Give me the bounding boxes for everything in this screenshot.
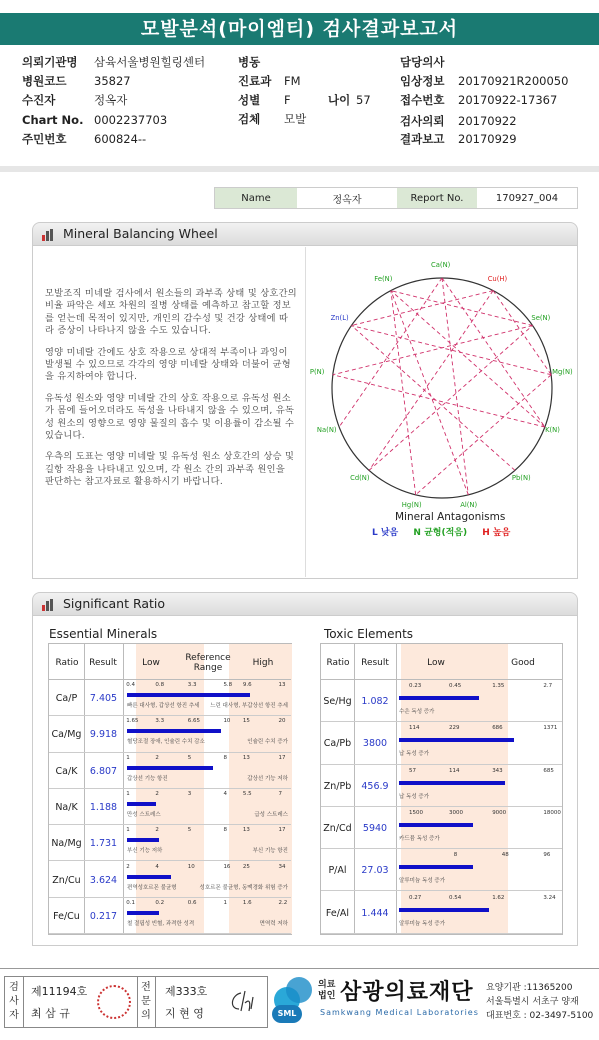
- tick-label: 16: [223, 863, 231, 870]
- tick-label: 4: [223, 790, 227, 797]
- note-high: 성호르몬 불균형, 동맥경화 위험 증가: [199, 884, 288, 891]
- clinical-value: 20170921R200050: [458, 74, 569, 88]
- ratio-name: Na/Mg: [51, 838, 82, 850]
- request-value: 20170922: [458, 114, 517, 128]
- tick-label: 0.1: [126, 899, 135, 906]
- ratio-bar: [399, 738, 514, 742]
- tick-label: 20: [278, 718, 286, 725]
- tester-no: 제11194호: [31, 985, 88, 998]
- ratio-row: [321, 680, 562, 722]
- ratio-row: [49, 825, 291, 861]
- request-label: 검사의뢰: [400, 114, 445, 128]
- tick-label: 1: [126, 754, 130, 761]
- mbw-description: [45, 288, 297, 498]
- ratio-bar: [127, 802, 156, 806]
- section-divider: [0, 166, 599, 172]
- tick-label: 5: [187, 827, 192, 834]
- mineral-wheel: [306, 255, 579, 525]
- ratio-bar: [127, 729, 221, 733]
- receipt-value: 20170922-17367: [458, 93, 558, 107]
- ratio-result: 3800: [362, 738, 388, 750]
- ratio-row: [321, 765, 562, 807]
- age-value: 57: [356, 93, 371, 107]
- name-label: Name: [215, 188, 297, 208]
- footer-divider: [0, 968, 599, 969]
- tick-label: 3.24: [543, 894, 556, 901]
- chart-icon: [42, 229, 56, 241]
- tick-label: 13: [278, 682, 286, 688]
- hdr-result: Result: [361, 658, 389, 668]
- note-low: 알루미늄 독성 증가: [399, 920, 446, 927]
- ratio-row: [49, 753, 291, 789]
- ratio-row: [49, 898, 291, 934]
- note-high: 느린 대사형, 부갑상선 항진 추세: [210, 703, 288, 709]
- tester-label: 검사자: [9, 982, 19, 1021]
- legend-high: H 높음: [482, 528, 511, 538]
- hdr-ratio: Ratio: [55, 658, 79, 668]
- report-title: 모발분석(마이엠티) 검사결과보고서: [0, 13, 599, 45]
- sig-heading-text: Significant Ratio: [63, 596, 166, 611]
- ratio-bar: [399, 908, 489, 912]
- dept-value: FM: [284, 74, 301, 88]
- ratio-name: Fe/Cu: [53, 910, 80, 922]
- wheel-element-label: Cd(N): [350, 474, 370, 483]
- ratio-result: 1.188: [89, 801, 118, 813]
- ratio-row: [49, 716, 291, 752]
- tick-label: 0.4: [126, 682, 135, 688]
- hdr-reference: Reference Range: [185, 653, 231, 673]
- ratio-bar: [127, 838, 159, 842]
- sex-label: 성별: [238, 93, 261, 107]
- tick-label: 1.6: [242, 899, 252, 906]
- tick-label: 2.7: [543, 683, 553, 689]
- note-low: 알루미늄 독성 증가: [399, 878, 446, 885]
- note-low: 빠른 대사형, 갑상선 항진 추세: [127, 703, 200, 709]
- note-high: 면역력 저하: [259, 920, 288, 927]
- receipt-label: 접수번호: [400, 93, 445, 107]
- ratio-result: 1.082: [361, 696, 389, 707]
- tick-label: 9.6: [242, 682, 252, 688]
- ratio-bar: [127, 766, 213, 770]
- tick-label: 5: [187, 754, 192, 761]
- mbw-paragraph: 유독성 원소와 영양 미네랄 간의 상호 작용으로 유독성 원소가 몸에 들어오더라도 독성을 나타내지 않을 수 있으며, 유독성 원소의 영향으로 영양 물질의 흡수 및 이용률이 감소될 수 있습니다.: [45, 392, 295, 442]
- tick-label: 3000: [449, 809, 463, 816]
- tick-label: 10: [187, 863, 195, 870]
- resident-value: 600824--: [94, 132, 147, 146]
- ratio-bar: [127, 875, 171, 879]
- logo-text: SML: [272, 1005, 302, 1023]
- tester-name: 최 삼 규: [31, 1007, 70, 1020]
- tick-label: 343: [492, 767, 503, 774]
- ratio-name: Ca/Pb: [323, 738, 352, 750]
- tick-label: 34: [278, 863, 286, 870]
- ratio-bar: [127, 693, 250, 697]
- wheel-element-label: Ca(N): [431, 261, 451, 269]
- org-english: Samkwang Medical Laboratories: [320, 1008, 479, 1017]
- org-name: 삼광의료재단: [340, 980, 474, 1005]
- tick-label: 685: [543, 767, 554, 774]
- ratio-result: 456.9: [361, 780, 389, 792]
- antagonism-line: [391, 291, 468, 495]
- ratio-name: Zn/Pb: [323, 780, 352, 792]
- antagonism-line: [369, 291, 493, 471]
- wheel-element-label: Na(N): [316, 426, 337, 435]
- clinical-label: 임상정보: [400, 74, 445, 88]
- tick-label: 0.27: [409, 894, 422, 901]
- ratio-row: [321, 722, 562, 764]
- legend-normal: N 균형(적음): [413, 528, 468, 538]
- chart-label: Chart No.: [22, 113, 84, 127]
- note-low: 갑상선 기능 항진: [127, 775, 168, 782]
- hdr-low: Low: [142, 658, 160, 668]
- tick-label: 25: [242, 863, 250, 870]
- legend-low: L 낮음: [372, 528, 399, 538]
- tick-label: 2: [155, 790, 159, 797]
- tick-label: 0.54: [449, 894, 462, 901]
- ratio-result: 0.217: [89, 910, 118, 922]
- tick-label: 5.8: [223, 682, 233, 688]
- antagonism-line: [391, 291, 545, 427]
- ratio-bar: [399, 781, 505, 785]
- antagonism-line: [351, 291, 493, 326]
- tick-label: 1.65: [126, 718, 139, 725]
- wheel-element-label: Cu(H): [487, 274, 508, 283]
- note-high: 인슐린 수치 증가: [247, 739, 288, 746]
- mbw-paragraph: 모발조직 미네랄 검사에서 원소들의 과부족 상태 및 상호간의 비율 파악은 세포 차원의 질병 상태를 예측하고 참고할 정보를 얻는데 목적이 있지만, 개인의 감수성 및 건강 상태에 따라 증상이 나타나지 않을 수도 있습니다.: [45, 288, 297, 337]
- tick-label: 10: [223, 718, 231, 725]
- ward-label: 병동: [238, 55, 261, 69]
- note-low: 혈당조절 장애, 인슐린 수치 감소: [127, 739, 205, 746]
- tick-label: 13: [242, 754, 250, 761]
- ratio-result: 27.03: [361, 865, 389, 877]
- ratio-bar: [127, 911, 159, 915]
- org-address: 서울특별시 서초구 양재: [486, 997, 579, 1007]
- antagonism-line: [391, 291, 533, 326]
- note-low: 수은 독성 증가: [399, 709, 435, 715]
- specimen-label: 검체: [238, 112, 261, 126]
- specialist-label: 전문의: [141, 982, 151, 1021]
- tick-label: 1500: [409, 809, 423, 816]
- antagonism-line: [351, 326, 514, 471]
- ratio-bar: [399, 696, 479, 700]
- ratio-row: [321, 892, 562, 934]
- report-no-value: 170927_004: [495, 192, 559, 204]
- note-low: 철 결핍성 빈혈, 과격한 성격: [127, 920, 195, 927]
- tick-label: 5.5: [242, 790, 252, 797]
- tick-label: 3: [187, 790, 192, 797]
- tick-label: 6.65: [187, 718, 201, 725]
- mbw-paragraph: 영양 미네랄 간에도 상호 작용으로 상대적 부족이나 과잉이 발생될 수 있으므로 각각의 영양 미네랄 상태와 더불어 균형을 유지하여야 합니다.: [45, 346, 291, 383]
- ratio-name: Fe/Al: [325, 907, 350, 919]
- antagonism-line: [333, 375, 545, 427]
- ratio-name: Na/K: [55, 801, 78, 813]
- note-low: 만성 스트레스: [127, 811, 161, 818]
- name-value: 정옥자: [332, 194, 362, 206]
- tick-label: 0.23: [409, 683, 422, 689]
- sml-logo: [272, 975, 314, 1027]
- note-low: 납 독성 증가: [399, 751, 430, 758]
- ratio-name: P/Al: [328, 865, 347, 877]
- hdr-low: Low: [427, 658, 445, 668]
- tick-label: 57: [409, 767, 416, 774]
- doctor-label: 담당의사: [400, 55, 445, 69]
- tick-label: 686: [492, 725, 503, 732]
- name-box: [214, 187, 578, 209]
- signature-box: [4, 976, 268, 1028]
- ratio-name: Se/Hg: [323, 696, 352, 707]
- seal-icon: [97, 985, 131, 1019]
- dept-label: 진료과: [238, 74, 272, 88]
- hospital-code-value: 35827: [94, 74, 131, 88]
- resident-label: 주민번호: [22, 132, 67, 146]
- tick-label: 3.3: [187, 682, 197, 688]
- tick-label: 0.6: [187, 899, 197, 906]
- ratio-row: [49, 789, 291, 825]
- institution-value: 삼육서울병원힐링센터: [94, 55, 206, 69]
- chart-icon: [42, 599, 56, 611]
- wheel-element-label: Pb(N): [511, 474, 531, 483]
- tick-label: 114: [449, 767, 460, 774]
- mbw-heading: [32, 222, 578, 246]
- mbw-paragraph: 우측의 도표는 영양 미네랄 및 유독성 원소 상호간의 상승 및 길항 작용을 나타내고 있으며, 각 원소 간의 과부족 원인을 판단하는 참고자료로 활용하시기 바랍니다.: [45, 451, 295, 488]
- tick-label: 15: [242, 718, 250, 725]
- ratio-row: [49, 680, 291, 716]
- tick-label: 18000: [543, 809, 561, 816]
- tick-label: 1: [126, 790, 130, 797]
- ratio-result: 1.731: [89, 838, 118, 850]
- tick-label: 96: [543, 852, 551, 859]
- tick-label: 0.45: [449, 683, 462, 689]
- note-low: 납 독성 증가: [399, 793, 430, 800]
- ratio-result: 3.624: [89, 874, 118, 886]
- ratio-name: Zn/Cd: [323, 822, 352, 834]
- essential-table: [48, 643, 292, 935]
- tick-label: 2.2: [278, 899, 288, 906]
- antagonism-legend: [372, 525, 510, 538]
- tick-label: 48: [501, 852, 509, 859]
- antagonism-line: [339, 278, 442, 427]
- hdr-good: Good: [511, 658, 535, 668]
- ratio-row: [49, 862, 291, 898]
- table-header: [49, 644, 291, 680]
- specimen-value: 모발: [284, 112, 307, 126]
- report-no-label: Report No.: [397, 188, 477, 208]
- ratio-result: 6.807: [89, 765, 118, 777]
- age-label: 나이: [328, 93, 351, 107]
- tick-label: 1.62: [492, 894, 505, 901]
- note-low: 부신 기능 저하: [127, 848, 163, 855]
- wheel-element-label: Fe(N): [374, 274, 393, 283]
- tick-label: 2: [155, 754, 159, 761]
- report-date-label: 결과보고: [400, 132, 445, 146]
- tick-label: 0.2: [155, 899, 165, 906]
- report-date-value: 20170929: [458, 132, 517, 146]
- ratio-name: Ca/Mg: [51, 729, 82, 741]
- hospital-code-label: 병원코드: [22, 74, 67, 88]
- note-low: 편역성호르몬 불균형: [127, 884, 177, 891]
- ratio-result: 9.918: [89, 729, 118, 741]
- tick-label: 8: [223, 827, 227, 834]
- note-high: 급성 스트레스: [254, 811, 288, 818]
- tick-label: 1.35: [492, 683, 505, 689]
- specialist-name: 지 현 영: [165, 1007, 204, 1020]
- table-header: [321, 644, 562, 680]
- sig-heading: [32, 592, 578, 616]
- ratio-bar: [399, 823, 473, 827]
- toxic-title: Toxic Elements: [324, 627, 414, 641]
- essential-title: Essential Minerals: [49, 627, 158, 641]
- institution-label: 의뢰기관명: [22, 55, 78, 69]
- tick-label: 114: [409, 725, 420, 732]
- wheel-element-label: Al(N): [460, 501, 478, 510]
- note-high: 갑상선 기능 저하: [247, 775, 288, 782]
- hdr-ratio: Ratio: [326, 658, 350, 668]
- note-low: 카드뮴 독성 증가: [399, 835, 440, 842]
- ratio-result: 5940: [362, 822, 388, 834]
- wheel-element-label: Se(N): [531, 313, 551, 322]
- tick-label: 1371: [543, 725, 558, 732]
- antagonism-title: Mineral Antagonisms: [395, 511, 506, 523]
- tick-label: 7: [278, 790, 283, 797]
- ratio-result: 1.444: [361, 907, 389, 919]
- ratio-name: Ca/K: [55, 765, 78, 777]
- wheel-element-label: Hg(N): [401, 501, 422, 510]
- tick-label: 8: [223, 754, 227, 761]
- tick-label: 8: [453, 852, 458, 859]
- hdr-result: Result: [89, 658, 117, 668]
- tick-label: 0.8: [155, 682, 165, 688]
- tick-label: 4: [155, 863, 159, 870]
- antagonism-line: [333, 326, 533, 375]
- patient-value: 정옥자: [94, 93, 128, 107]
- sex-value: F: [284, 93, 291, 107]
- note-high: 부신 기능 항진: [252, 848, 288, 855]
- ratio-row: [321, 849, 562, 891]
- ratio-result: 7.405: [89, 693, 118, 704]
- signature-icon: [227, 989, 263, 1015]
- ratio-name: Zn/Cu: [52, 874, 81, 886]
- tick-label: 3.3: [155, 718, 165, 725]
- org-phone: 대표번호 : 02-3497-5100: [486, 1011, 594, 1021]
- ratio-bar: [399, 865, 473, 869]
- tick-label: 17: [278, 754, 286, 761]
- tick-label: 1: [223, 899, 227, 906]
- patient-label: 수진자: [22, 93, 56, 107]
- wheel-element-label: Zn(L): [330, 313, 349, 322]
- toxic-table: [320, 643, 563, 935]
- specialist-no: 제333호: [165, 985, 208, 998]
- tick-label: 13: [242, 827, 250, 834]
- org-code: 요양기관 :11365200: [486, 983, 573, 993]
- org-type: 의료법인: [318, 980, 336, 1001]
- antagonism-line: [351, 326, 551, 375]
- tick-label: 9000: [492, 809, 507, 816]
- wheel-element-label: P(N): [309, 368, 325, 377]
- tick-label: 229: [449, 725, 460, 732]
- tick-label: 2: [126, 863, 130, 870]
- tick-label: 17: [278, 827, 286, 834]
- ratio-row: [321, 807, 562, 849]
- ratio-name: Ca/P: [55, 693, 78, 704]
- wheel-element-label: Mg(N): [552, 368, 573, 377]
- hdr-high: High: [252, 658, 274, 668]
- tick-label: 2: [155, 827, 159, 834]
- tick-label: 1: [126, 827, 130, 834]
- mbw-heading-text: Mineral Balancing Wheel: [63, 226, 218, 241]
- chart-value: 0002237703: [94, 113, 168, 127]
- wheel-element-label: K(N): [545, 426, 560, 435]
